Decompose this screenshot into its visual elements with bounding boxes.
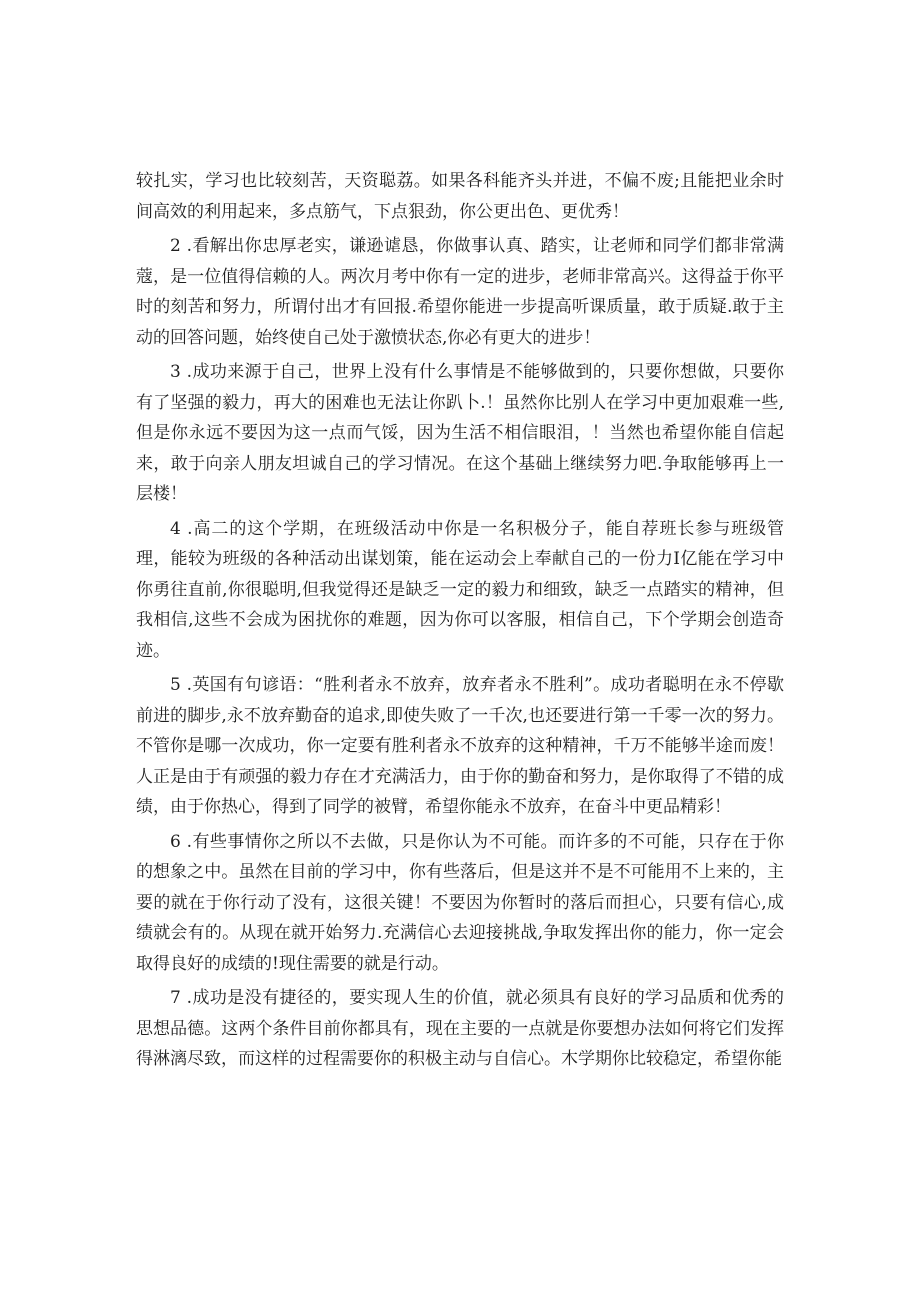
paragraph-item-6: 6 .有些事情你之所以不去做，只是你认为不可能。而许多的不可能，只存在于你的想象之中。虽然在目前的学习中，你有些落后，但是这并不是不可能用不上来的，主要的就在于你行动了没有，这很关键！不要因为你暂时的落后而担心，只要有信心,成绩就会有的。从现在就开始努力.充满信心去迎接挑战,争取发挥出你的能力，你一定会取得良好的成绩的!现住需要的就是行动。 <box>136 831 784 974</box>
paragraph-item-7: 7 .成功是没有捷径的，要实现人生的价值，就必须具有良好的学习品质和优秀的思想品德。这两个条件目前你都具有，现在主要的一点就是你要想办法如何将它们发挥得淋漓尽致，而这样的过程需要你的积极主动与自信心。木学期你比较稳定，希望你能 <box>136 988 784 1069</box>
document-body <box>136 166 784 1075</box>
paragraph-item-4: 4 .高二的这个学期，在班级活动中你是一名积极分子，能自荐班长参与班级管理，能较为班级的各种活动出谋划策，能在运动会上奉献自己的一份力I亿能在学习中你勇往直前,你很聪明,但我觉得还是缺乏一定的毅力和细致，缺乏一点踏实的精神，但我相信,这些不会成为困扰你的难题，因为你可以客服，相信自己，下个学期会创造奇迹。 <box>136 518 784 661</box>
paragraph-item-5: 5 .英国有句谚语：“胜利者永不放弃，放弃者永不胜利”。成功者聪明在永不停歇前进的脚步,永不放弃勤奋的追求,即使失败了一千次,也还要进行第一千零一次的努力。不管你是哪一次成功，你一定要有胜利者永不放弃的这种精神，千万不能够半途而废！人正是由于有顽强的毅力存在才充满活力，由于你的勤奋和努力，是你取得了不错的成绩，由于你热心，得到了同学的被臂，希望你能永不放弃，在奋斗中更品精彩！ <box>136 675 784 817</box>
paragraph-continuation: 较扎实，学习也比较刻苦，天资聪荔。如果各科能齐头并进，不偏不废;且能把业余时间高效的利用起来，多点筋气，下点狠劲，你公更出色、更优秀！ <box>136 171 784 222</box>
paragraph-item-3: 3 .成功来源于自己，世界上没有什么事情是不能够做到的，只要你想做，只要你有了坚强的毅力，再大的困难也无法让你趴卜.！虽然你比别人在学习中更加艰难一些,但是你永远不要因为这一点而气馁，因为生活不相信眼泪，！当然也希望你能自信起来，敢于向亲人朋友坦诚自己的学习情况。在这个基础上继续努力吧.争取能够再上一层楼！ <box>136 362 784 504</box>
paragraph-item-2: 2 .看解出你忠厚老实，谦逊谑恳，你做事认真、踏实，让老师和同学们都非常满蔻，是一位值得信赖的人。两次月考中你有一定的进步，老师非常高兴。这得益于你平时的刻苦和努力，所谓付出才有回报.希望你能进一步提高听课质量，敢于质疑.敢于主动的回答问题，始终使自己处于激愤状态,你必有更大的进步！ <box>136 236 784 348</box>
